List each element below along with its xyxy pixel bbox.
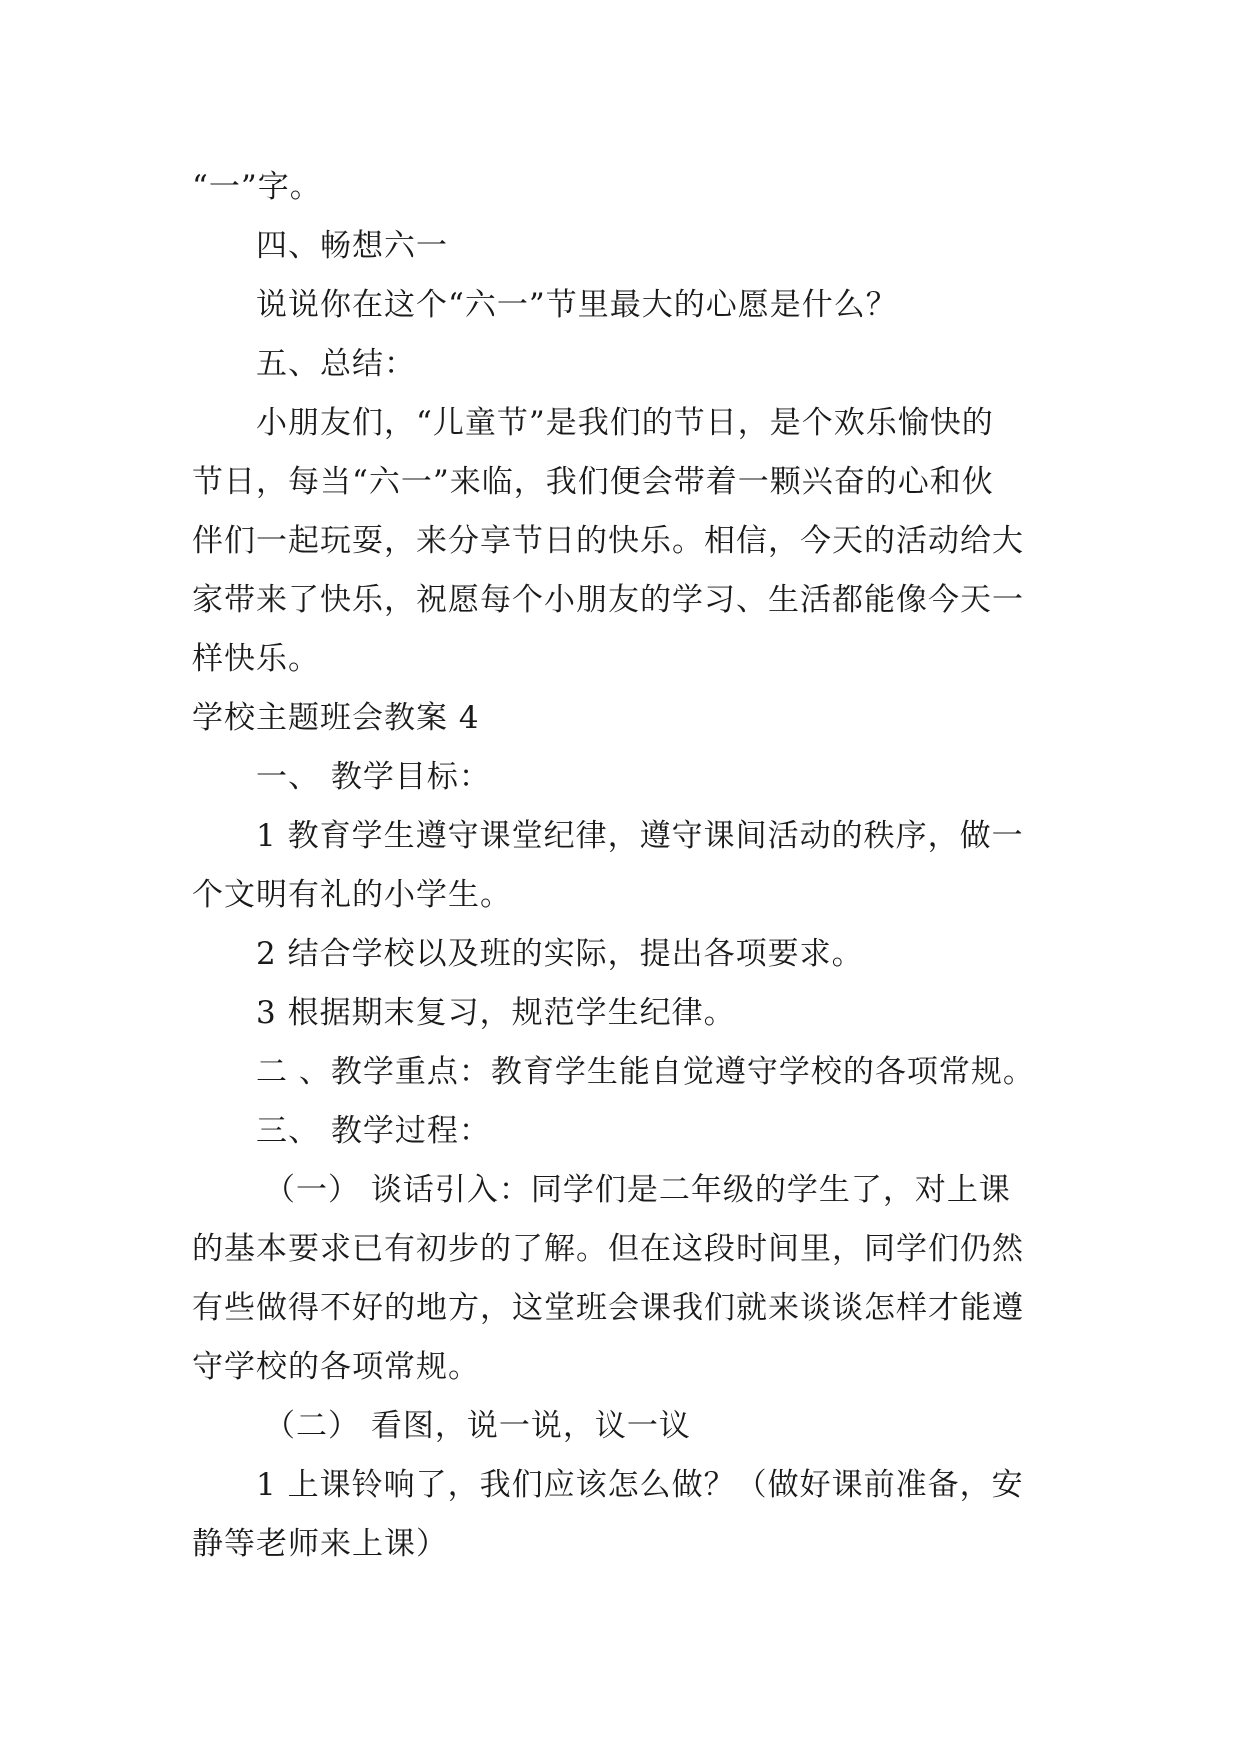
text-line: （二） 看图，说一说，议一议 — [264, 1408, 691, 1444]
text-line: 节日，每当“六一”来临，我们便会带着一颗兴奋的心和伙 — [192, 464, 994, 500]
text-line: 1 教育学生遵守课堂纪律，遵守课间活动的秩序，做一 — [256, 818, 1024, 854]
text-line: （一） 谈话引入：同学们是二年级的学生了，对上课 — [264, 1172, 1011, 1208]
text-line: 守学校的各项常规。 — [192, 1349, 480, 1385]
document-title: 学校主题班会教案 4 — [192, 700, 480, 736]
document-page — [192, 158, 1072, 1574]
section-heading: 一、 教学目标： — [256, 759, 491, 795]
text-line: 1 上课铃响了，我们应该怎么做？（做好课前准备，安 — [256, 1467, 1024, 1503]
text-line: 静等老师来上课） — [192, 1526, 448, 1562]
section-heading: 四、畅想六一 — [256, 228, 448, 264]
text-line: 个文明有礼的小学生。 — [192, 877, 512, 913]
section-heading: 二 、教学重点：教育学生能自觉遵守学校的各项常规。 — [256, 1054, 1035, 1090]
text-line: 说说你在这个“六一”节里最大的心愿是什么？ — [256, 287, 898, 323]
text-line: “一”字。 — [192, 169, 322, 205]
text-line: 家带来了快乐，祝愿每个小朋友的学习、生活都能像今天一 — [192, 582, 1024, 618]
text-line: 2 结合学校以及班的实际，提出各项要求。 — [256, 936, 864, 972]
section-heading: 三、 教学过程： — [256, 1113, 491, 1149]
section-heading: 五、总结： — [256, 346, 416, 382]
text-line: 小朋友们，“儿童节”是我们的节日，是个欢乐愉快的 — [256, 405, 994, 441]
text-line: 样快乐。 — [192, 641, 320, 677]
text-line: 3 根据期末复习，规范学生纪律。 — [256, 995, 736, 1031]
text-line: 的基本要求已有初步的了解。但在这段时间里，同学们仍然 — [192, 1231, 1024, 1267]
text-line: 伴们一起玩耍，来分享节日的快乐。相信，今天的活动给大 — [192, 523, 1024, 559]
text-line: 有些做得不好的地方，这堂班会课我们就来谈谈怎样才能遵 — [192, 1290, 1024, 1326]
